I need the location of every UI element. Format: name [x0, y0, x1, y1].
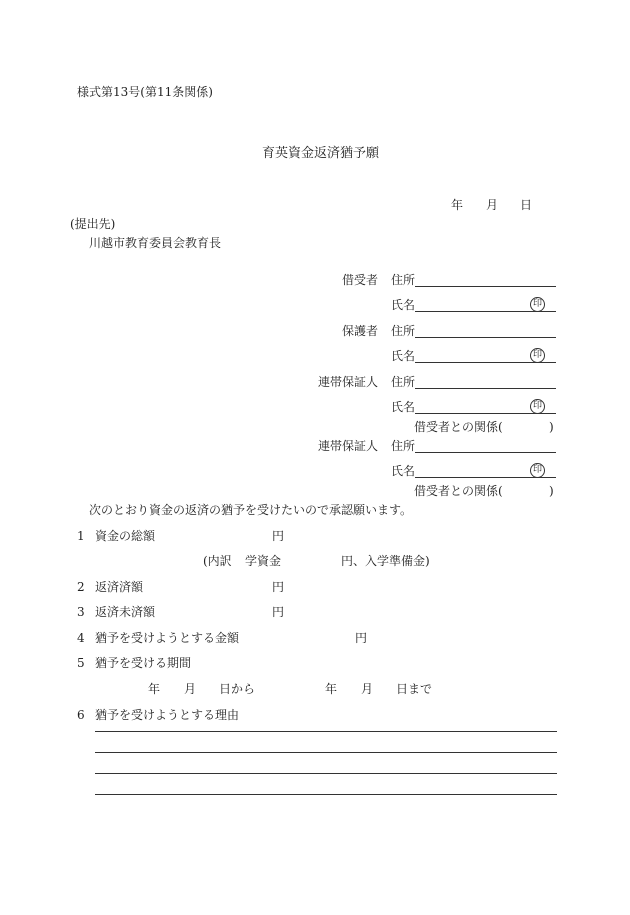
item1-unit: 円: [272, 529, 285, 543]
guarantor1-label: 連帯保証人: [318, 375, 379, 389]
item4-unit: 円: [355, 631, 368, 645]
period-month2: 月: [361, 682, 374, 696]
guarantor1-address-label: 住所: [391, 375, 416, 389]
item5-number: 5: [77, 656, 85, 670]
guardian-name-label: 氏名: [391, 349, 416, 363]
guarantor1-name-label: 氏名: [391, 400, 416, 414]
date-month: 月: [486, 198, 499, 212]
item2-label: 返済済額: [95, 580, 144, 594]
guarantor2-relation-close: ): [549, 484, 554, 498]
guardian-address-field[interactable]: [415, 337, 556, 338]
period-until: 日まで: [396, 682, 433, 696]
reason-line-3[interactable]: [95, 773, 557, 774]
period-from: 日から: [219, 682, 256, 696]
period-month1: 月: [184, 682, 197, 696]
guarantor2-address-field[interactable]: [415, 452, 556, 453]
guarantor2-name-label: 氏名: [391, 464, 416, 478]
breakdown-scholarship: 学資金: [245, 554, 282, 568]
item4-number: 4: [77, 631, 85, 645]
item6-number: 6: [77, 708, 85, 722]
item2-unit: 円: [272, 580, 285, 594]
intro-text: 次のとおり資金の返済の猶予を受けたいので承認願います。: [89, 503, 413, 517]
breakdown-open: (内訳: [203, 554, 232, 568]
submit-to-label: (提出先): [70, 217, 116, 231]
item4-label: 猶予を受けようとする金額: [95, 631, 240, 645]
reason-line-4[interactable]: [95, 794, 557, 795]
item1-number: 1: [77, 529, 85, 543]
guarantor1-relation-label: 借受者との関係(: [414, 420, 503, 434]
borrower-address-label: 住所: [391, 273, 416, 287]
guarantor1-relation-close: ): [549, 420, 554, 434]
reason-line-1[interactable]: [95, 731, 557, 732]
guardian-address-label: 住所: [391, 324, 416, 338]
period-year1: 年: [148, 682, 161, 696]
date-year: 年: [451, 198, 464, 212]
borrower-seal: 印: [530, 297, 545, 312]
borrower-name-label: 氏名: [391, 298, 416, 312]
period-year2: 年: [325, 682, 338, 696]
guarantor1-address-field[interactable]: [415, 388, 556, 389]
item2-number: 2: [77, 580, 85, 594]
borrower-label: 借受者: [342, 273, 379, 287]
item5-label: 猶予を受ける期間: [95, 656, 192, 670]
guarantor1-seal: 印: [530, 399, 545, 414]
form-number: 様式第13号(第11条関係): [77, 85, 213, 99]
guardian-label: 保護者: [342, 324, 379, 338]
date-day: 日: [520, 198, 533, 212]
guarantor2-label: 連帯保証人: [318, 439, 379, 453]
breakdown-entrance: 円、入学準備金): [341, 554, 430, 568]
guarantor2-address-label: 住所: [391, 439, 416, 453]
item6-label: 猶予を受けようとする理由: [95, 708, 240, 722]
guarantor2-seal: 印: [530, 463, 545, 478]
item3-number: 3: [77, 605, 85, 619]
item3-label: 返済未済額: [95, 605, 156, 619]
form-title: 育英資金返済猶予願: [262, 146, 380, 161]
borrower-address-field[interactable]: [415, 286, 556, 287]
reason-line-2[interactable]: [95, 752, 557, 753]
guardian-seal: 印: [530, 348, 545, 363]
guarantor2-relation-label: 借受者との関係(: [414, 484, 503, 498]
item1-label: 資金の総額: [95, 529, 156, 543]
item3-unit: 円: [272, 605, 285, 619]
submit-to-name: 川越市教育委員会教育長: [89, 236, 222, 250]
